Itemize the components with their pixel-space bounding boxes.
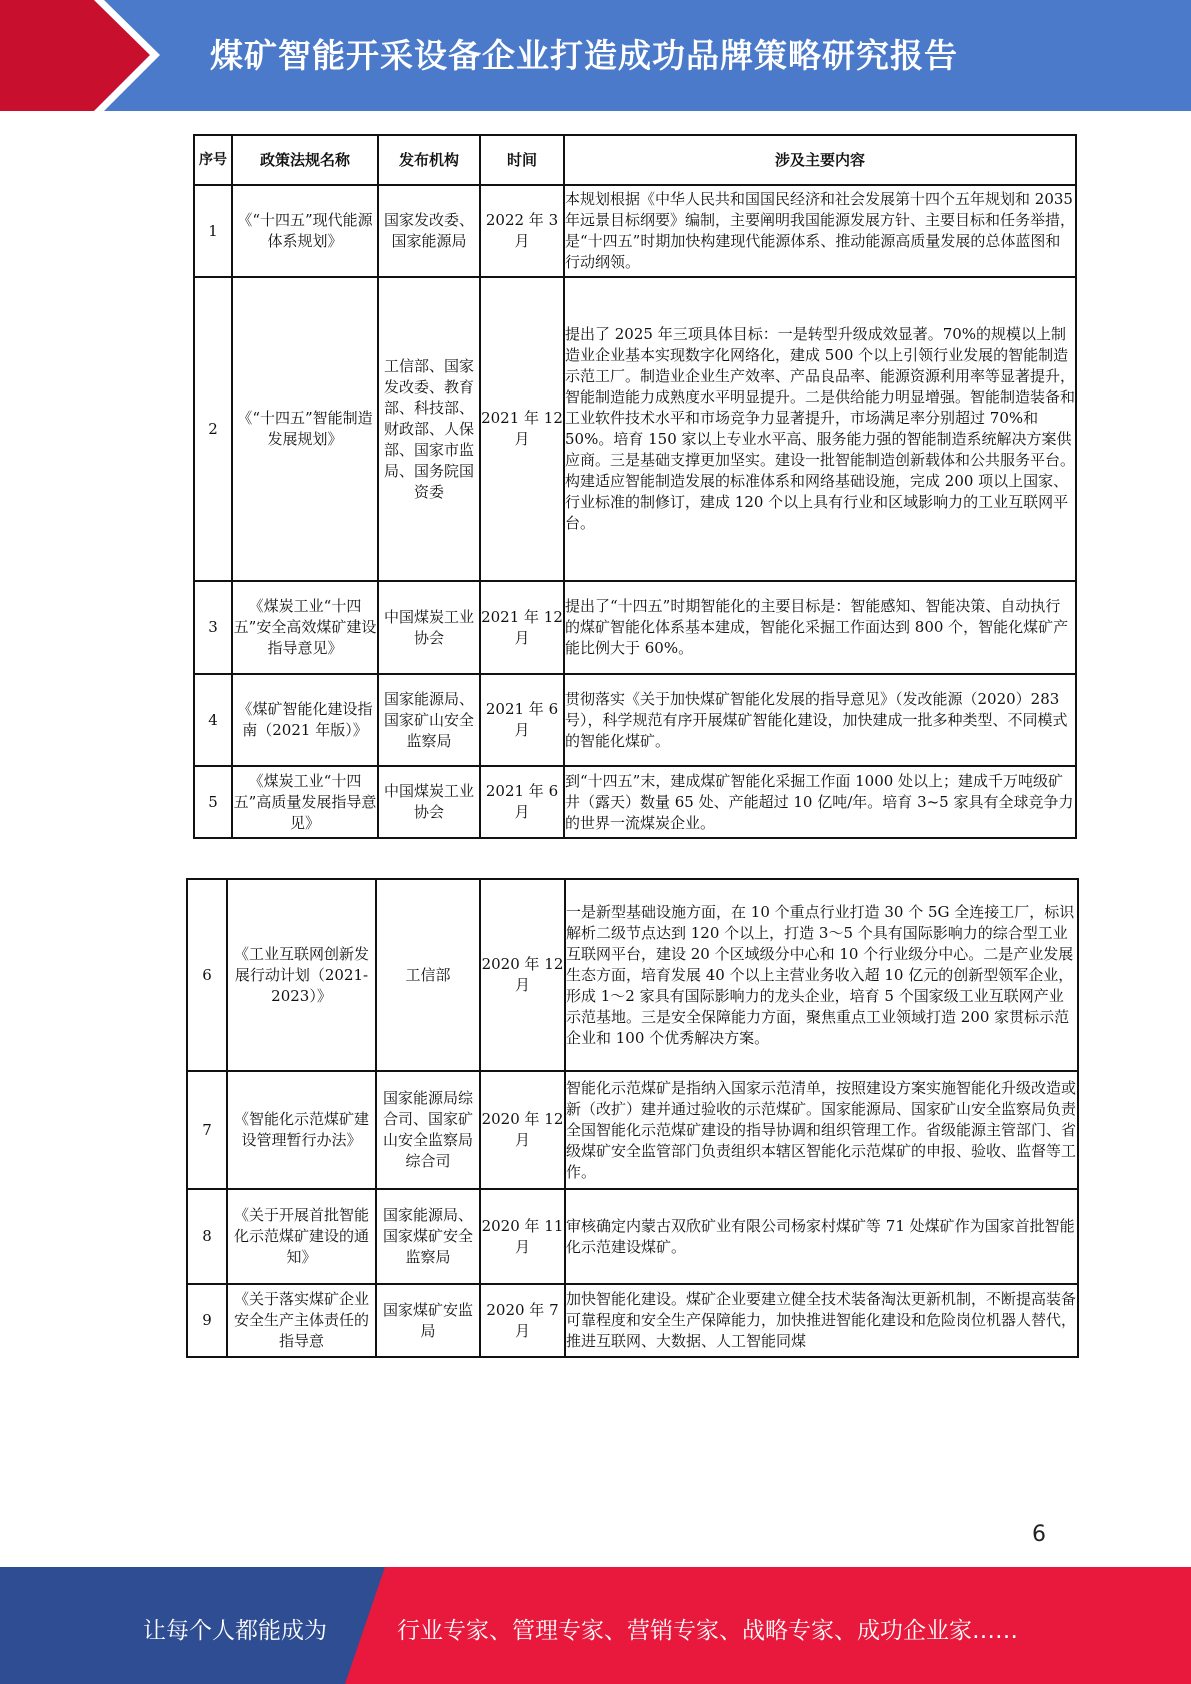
row-index: 3 — [194, 581, 232, 674]
row-date: 2021 年 12 月 — [480, 277, 564, 581]
row-content: 到“十四五”末，建成煤矿智能化采掘工作面 1000 处以上；建成千万吨级矿井（露天）数量 65 处、产能超过 10 亿吨/年。培育 3~5 家具有全球竞争力的世界一流煤炭企业。 — [564, 766, 1076, 838]
policy-table-part2 — [186, 878, 1079, 1358]
report-title: 煤矿智能开采设备企业打造成功品牌策略研究报告 — [210, 36, 958, 75]
row-policy-name: 《煤矿智能化建设指南（2021 年版）》 — [232, 674, 378, 766]
row-index: 7 — [187, 1071, 227, 1189]
footer-slogan-left: 让每个人都能成为 — [143, 1618, 327, 1644]
table-row — [187, 1189, 1078, 1284]
row-policy-name: 《关于落实煤矿企业安全生产主体责任的指导意 — [227, 1284, 376, 1357]
row-date: 2021 年 6 月 — [480, 674, 564, 766]
policy-table-part1 — [193, 134, 1077, 839]
row-date: 2021 年 6 月 — [480, 766, 564, 838]
row-content: 贯彻落实《关于加快煤矿智能化发展的指导意见》（发改能源（2020）283 号），科学规范有序开展煤矿智能化建设，加快建成一批多种类型、不同模式的智能化煤矿。 — [564, 674, 1076, 766]
row-policy-name: 《智能化示范煤矿建设管理暂行办法》 — [227, 1071, 376, 1189]
table-row — [194, 185, 1076, 277]
header-red-arrow — [0, 0, 150, 111]
row-index: 6 — [187, 879, 227, 1071]
table-row — [194, 277, 1076, 581]
row-content: 提出了“十四五”时期智能化的主要目标是：智能感知、智能决策、自动执行的煤矿智能化体系基本建成，智能化采掘工作面达到 800 个，智能化煤矿产能比例大于 60%。 — [564, 581, 1076, 674]
row-date: 2020 年 12 月 — [480, 1071, 565, 1189]
header-policy-name: 政策法规名称 — [232, 135, 378, 185]
row-policy-name: 《“十四五”智能制造发展规划》 — [232, 277, 378, 581]
header-banner — [0, 0, 1191, 111]
row-content: 一是新型基础设施方面，在 10 个重点行业打造 30 个 5G 全连接工厂，标识解析二级节点达到 120 个以上，打造 3～5 个具有国际影响力的综合型工业互联网平台，建设 20 个区域级分中心和 10 个行业级分中心。二是产业发展生态方面，培育发展 40 个以上主营业务收入超 10 亿元的创新型领军企业，形成 1～2 家具有国际影响力的龙头企业，培育 5 个国家级工业互联网产业示范基地。三是安全保障能力方面，聚焦重点工业领域打造 200 家贯标示范企业和 100 个优秀解决方案。 — [565, 879, 1078, 1071]
row-index: 9 — [187, 1284, 227, 1357]
row-date: 2020 年 7 月 — [480, 1284, 565, 1357]
row-index: 8 — [187, 1189, 227, 1284]
header-date: 时间 — [480, 135, 564, 185]
row-policy-name: 《“十四五”现代能源体系规划》 — [232, 185, 378, 277]
row-date: 2021 年 12 月 — [480, 581, 564, 674]
row-date: 2020 年 11 月 — [480, 1189, 565, 1284]
row-issuer: 中国煤炭工业协会 — [378, 581, 480, 674]
row-issuer: 国家能源局、国家矿山安全监察局 — [378, 674, 480, 766]
header-issuer: 发布机构 — [378, 135, 480, 185]
row-issuer: 工信部、国家发改委、教育部、科技部、财政部、人保部、国家市监局、国务院国资委 — [378, 277, 480, 581]
row-content: 加快智能化建设。煤矿企业要建立健全技术装备淘汰更新机制，不断提高装备可靠程度和安全生产保障能力，加快推进智能化建设和危险岗位机器人替代，推进互联网、大数据、人工智能同煤 — [565, 1284, 1078, 1357]
header-index: 序号 — [194, 135, 232, 185]
table-row — [194, 766, 1076, 838]
table-row — [194, 674, 1076, 766]
table-header-row — [194, 135, 1076, 185]
row-date: 2020 年 12 月 — [480, 879, 565, 1071]
row-index: 1 — [194, 185, 232, 277]
footer-banner — [0, 1567, 1191, 1684]
row-index: 2 — [194, 277, 232, 581]
row-issuer: 国家发改委、国家能源局 — [378, 185, 480, 277]
table-row — [194, 581, 1076, 674]
row-content: 审核确定内蒙古双欣矿业有限公司杨家村煤矿等 71 处煤矿作为国家首批智能化示范建设煤矿。 — [565, 1189, 1078, 1284]
row-content: 智能化示范煤矿是指纳入国家示范清单，按照建设方案实施智能化升级改造或新（改扩）建并通过验收的示范煤矿。国家能源局、国家矿山安全监察局负责全国智能化示范煤矿建设的指导协调和组织管理工作。省级能源主管部门、省级煤矿安全监管部门负责组织本辖区智能化示范煤矿的申报、验收、监督等工作。 — [565, 1071, 1078, 1189]
row-policy-name: 《关于开展首批智能化示范煤矿建设的通知》 — [227, 1189, 376, 1284]
table-row — [187, 1284, 1078, 1357]
row-content: 提出了 2025 年三项具体目标：一是转型升级成效显著。70%的规模以上制造业企业基本实现数字化网络化，建成 500 个以上引领行业发展的智能制造示范工厂。制造业企业生产效率、产品良品率、能源资源利用率等显著提升，智能制造能力成熟度水平明显提升。二是供给能力明显增强。智能制造装备和工业软件技术水平和市场竞争力显著提升，市场满足率分别超过 70%和 50%。培育 150 家以上专业水平高、服务能力强的智能制造系统解决方案供应商。三是基础支撑更加坚实。建设一批智能制造创新载体和公共服务平台。构建适应智能制造发展的标准体系和网络基础设施，完成 200 项以上国家、行业标准的制修订，建成 120 个以上具有行业和区域影响力的工业互联网平台。 — [564, 277, 1076, 581]
row-issuer: 国家煤矿安监局 — [376, 1284, 480, 1357]
page-number: 6 — [1032, 1522, 1046, 1547]
row-issuer: 中国煤炭工业协会 — [378, 766, 480, 838]
footer-slogan-right: 行业专家、管理专家、营销专家、战略专家、成功企业家…… — [397, 1618, 1018, 1644]
row-issuer: 国家能源局、国家煤矿安全监察局 — [376, 1189, 480, 1284]
row-date: 2022 年 3 月 — [480, 185, 564, 277]
row-issuer: 国家能源局综合司、国家矿山安全监察局综合司 — [376, 1071, 480, 1189]
row-policy-name: 《煤炭工业“十四五”安全高效煤矿建设指导意见》 — [232, 581, 378, 674]
row-policy-name: 《工业互联网创新发展行动计划（2021-2023）》 — [227, 879, 376, 1071]
row-content: 本规划根据《中华人民共和国国民经济和社会发展第十四个五年规划和 2035 年远景目标纲要》编制，主要阐明我国能源发展方针、主要目标和任务举措，是“十四五”时期加快构建现代能源体系、推动能源高质量发展的总体蓝图和行动纲领。 — [564, 185, 1076, 277]
header-content: 涉及主要内容 — [564, 135, 1076, 185]
row-issuer: 工信部 — [376, 879, 480, 1071]
row-policy-name: 《煤炭工业“十四五”高质量发展指导意见》 — [232, 766, 378, 838]
row-index: 4 — [194, 674, 232, 766]
table-row — [187, 879, 1078, 1071]
row-index: 5 — [194, 766, 232, 838]
table-row — [187, 1071, 1078, 1189]
